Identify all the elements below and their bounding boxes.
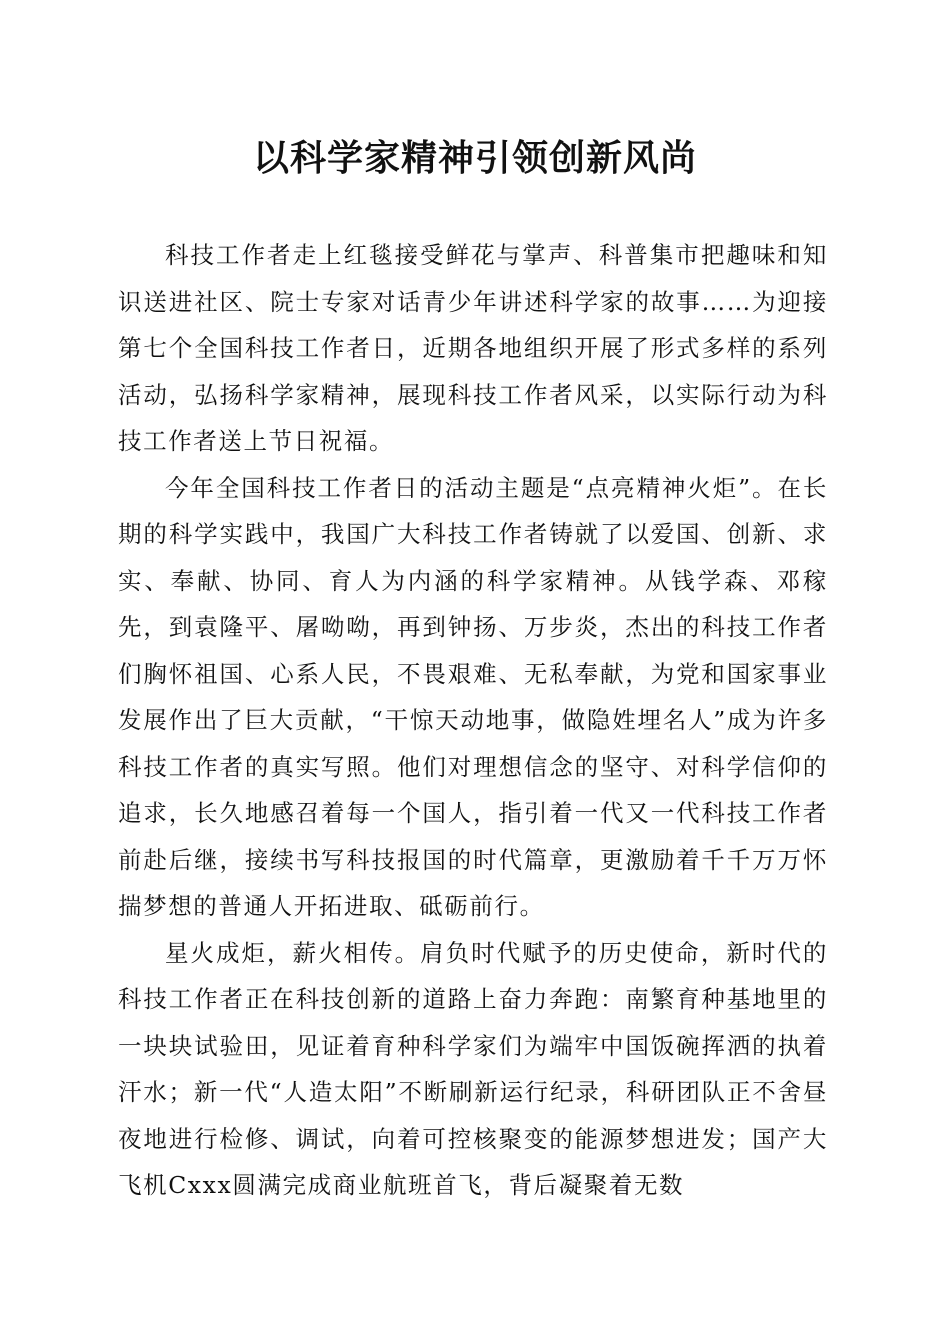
document-title: 以科学家精神引领创新风尚 bbox=[252, 137, 697, 179]
document-body bbox=[118, 232, 828, 1209]
paragraph-2: 今年全国科技工作者日的活动主题是“点亮精神火炬”。在长期的科学实践中，我国广大科技工作者铸就了以爱国、创新、求实、奉献、协同、育人为内涵的科学家精神。从钱学森、邓稼先，到袁隆平、屠呦呦，再到钟扬、万步炎，杰出的科技工作者们胸怀祖国、心系人民，不畏艰难、无私奉献，为党和国家事业发展作出了巨大贡献，“干惊天动地事，做隐姓埋名人”成为许多科技工作者的真实写照。他们对理想信念的坚守、对科学信仰的追求，长久地感召着每一个国人，指引着一代又一代科技工作者前赴后继，接续书写科技报国的时代篇章，更激励着千千万万怀揣梦想的普通人开拓进取、砥砺前行。 bbox=[118, 473, 828, 920]
paragraph-1: 科技工作者走上红毯接受鲜花与掌声、科普集市把趣味和知识送进社区、院士专家对话青少年讲述科学家的故事……为迎接第七个全国科技工作者日，近期各地组织开展了形式多样的系列活动，弘扬科学家精神，展现科技工作者风采，以实际行动为科技工作者送上节日祝福。 bbox=[118, 241, 828, 455]
paragraph-3: 星火成炬，薪火相传。肩负时代赋予的历史使命，新时代的科技工作者正在科技创新的道路上奋力奔跑：南繁育种基地里的一块块试验田，见证着育种科学家们为端牢中国饭碗挥洒的执着汗水；新一代“人造太阳”不断刷新运行纪录，科研团队正不舍昼夜地进行检修、调试，向着可控核聚变的能源梦想进发；国产大飞机Cxxx圆满完成商业航班首飞，背后凝聚着无数 bbox=[118, 938, 828, 1199]
